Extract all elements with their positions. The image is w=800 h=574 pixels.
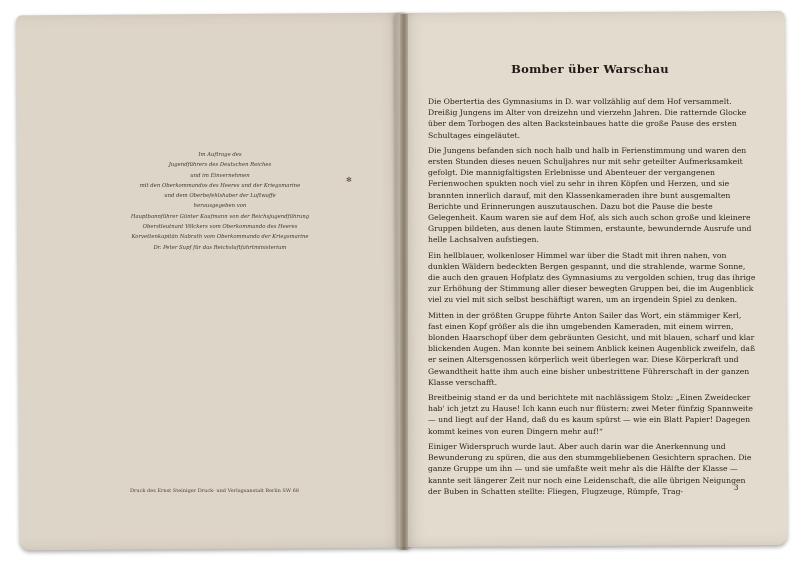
paragraph: Ein hellblauer, wolkenloser Himmel war über die Stadt mit ihren nahen, von dunklen Wäldern bedeckten Bergen gespannt, und die strahlende, warme Sonne, die auch den grauen Hofplatz des Gymnasiums zu vergolden schien, trug das ihrige zur Erhöhung der Stimmung aller dieser bewegten Gruppen bei, die im Augenblick viel zu viel mit sich selbst beschäftigt waren, um an irgendein Spiel zu denken. <box>428 250 756 305</box>
page-number: 3 <box>734 484 739 492</box>
book-spine <box>400 14 408 550</box>
paragraph: Die Obertertia des Gymnasiums in D. war vollzählig auf dem Hof versammelt. Dreißig Jungens im Alter von dreizehn und vierzehn Jahren. Die ratternde Glocke über dem Torbogen des alten Backsteinbaues hatte die große Pause des ersten Schultages eingeläutet. <box>428 97 747 140</box>
credit-line: Oberstleutnant Völckers vom Oberkommando des Heeres <box>142 224 298 231</box>
credit-line: herausgegeben von <box>193 203 247 210</box>
printer-imprint: Druck des Ernst Steiniger Druck- und Verlagsanstalt Berlin SW 68 <box>130 488 299 494</box>
credit-line: Im Auftrage des <box>198 152 242 158</box>
credit-line: mit den Oberkommandos des Heeres und der Kriegsmarine <box>139 182 301 189</box>
chapter-title: Bomber über Warschau <box>511 62 669 76</box>
credit-line: Jugendführers des Deutschen Reiches <box>168 162 272 169</box>
credit-line: Korvettenkapitän Nabrath vom Oberkommando der Kriegsmarine <box>131 234 309 241</box>
ornament-star-icon: ✻ <box>346 176 352 184</box>
publisher-credits <box>100 150 340 253</box>
paragraph: Einiger Widerspruch wurde laut. Aber auch darin war die Anerkennung und Bewunderung zu spüren, die aus den stummgebliebenen Gesichtern sprachen. Die ganze Gruppe um ihn — und sie umfaßte weit mehr als die Hälfte der Klasse — kannte seit längerer Zeit nur noch eine Leidenschaft, die alle übrigen Neigungen der Buben in Schatten stellte: Fliegen, Flugzeuge, Rümpfe, Trag- <box>428 441 752 496</box>
credit-line: Dr. Peter Supf für das Reichsluftfahrtministerium <box>153 244 287 251</box>
credit-line: und im Einvernehmen <box>190 172 250 179</box>
credit-line: und dem Oberbefehlshaber der Luftwaffe <box>164 193 276 200</box>
paragraph: Mitten in der größten Gruppe führte Anton Sailer das Wort, ein stämmiger Kerl, fast einen Kopf größer als die ihn umgebenden Kameraden, mit einem wirren, blonden Haarschopf über dem gebräunten Gesicht, und mit blauen, scharf und klar blickenden Augen. Man konnte bei seinem Anblick keinen Augenblick zweifeln, daß er seinen Altersgenossen körperlich weit überlegen war. Diese Körperkraft und Gewandtheit hatte ihm auch eine bisher unbestrittene Führerschaft in der ganzen Klasse verschafft. <box>428 310 756 387</box>
credit-line: Hauptbannführer Günter Kaufmann von der Reichsjugendführung <box>130 213 310 220</box>
chapter-text <box>428 96 758 501</box>
left-page <box>16 13 410 551</box>
paragraph: Die Jungens befanden sich noch halb und halb in Ferienstimmung und waren den ersten Stunden dieses neuen Schuljahres nur mit sehr geteilter Aufmerksamkeit gefolgt. Die mannigfaltigsten Erlebnisse und Abenteuer der vergangenen Ferienwochen spukten noch viel zu sehr in ihren Köpfen und Herzen, und sie brannten innerlich darauf, mit den Klassenkameraden ihre bunt ausgemalten Berichte und Erinnerungen auszutauschen. Dazu bot die Pause die beste Gelegenheit. Kaum waren sie auf dem Hof, als sich auch schon große und kleinere Gruppen bildeten, aus denen laute Stimmen, erstaunte, bewundernde Ausrufe und helle Lachsalven aufstiegen. <box>428 145 752 245</box>
paragraph: Breitbeinig stand er da und berichtete mit nachlässigem Stolz: „Einen Zweidecker hab' ich jetzt zu Hause! Ich kann euch nur flüstern: zwei Meter fünfzig Spannweite — und liegt auf der Hand, daß du es kaum spürst — wie ein Blatt Papier! Dagegen kommt keines von euren Dingern mehr auf!“ <box>428 393 753 436</box>
